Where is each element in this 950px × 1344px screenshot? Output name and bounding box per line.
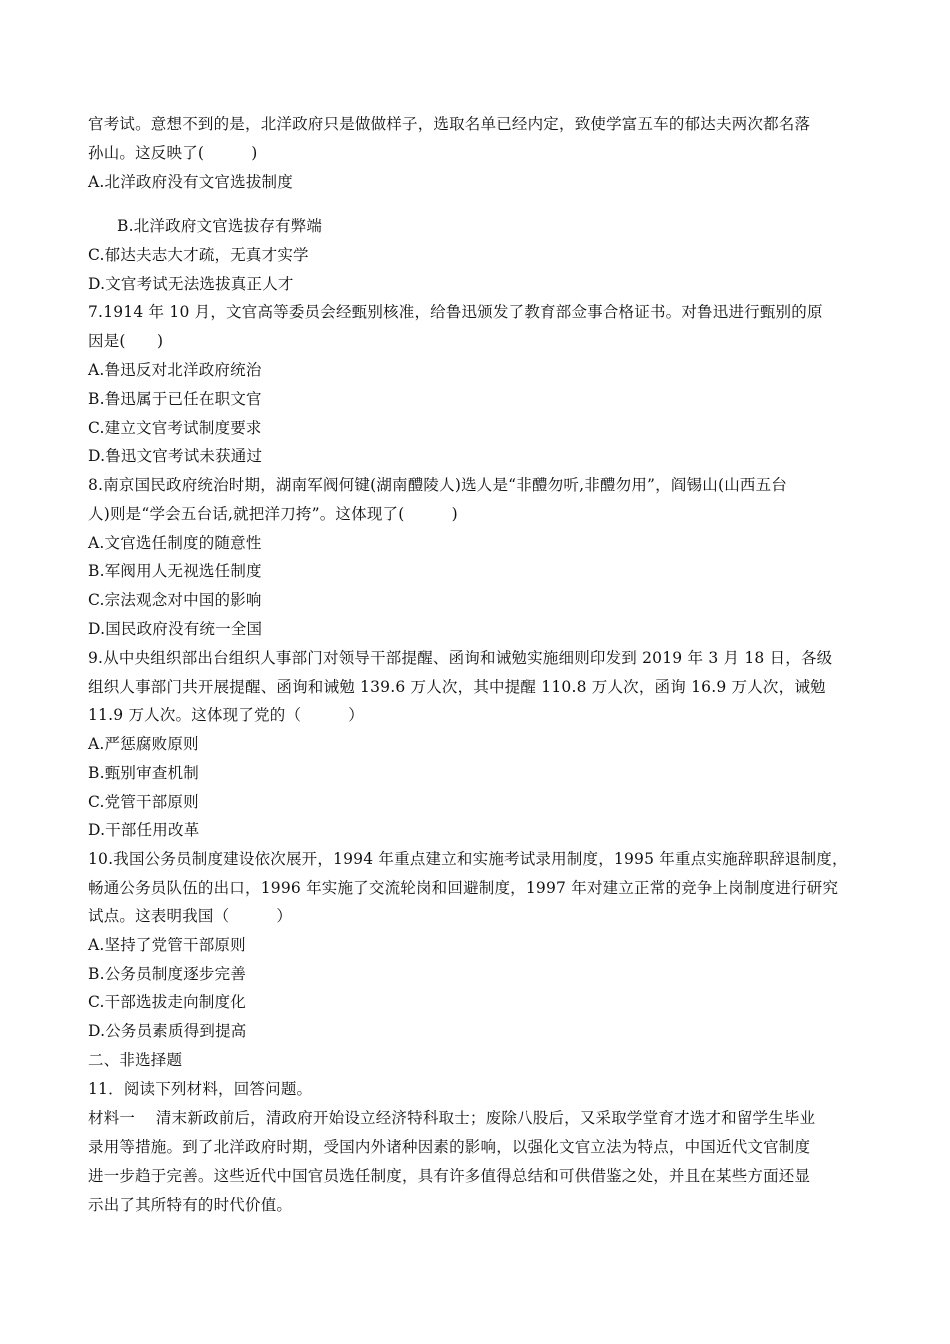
q6-stem-line-2: 孙山。这反映了( ) bbox=[88, 144, 258, 162]
q8-option-b: B.军阀用人无视选任制度 bbox=[88, 562, 262, 580]
q6-option-d: D.文官考试无法选拔真正人才 bbox=[88, 275, 294, 293]
q7-option-d: D.鲁迅文官考试未获通过 bbox=[88, 447, 263, 465]
material-1-line-2: 录用等措施。到了北洋政府时期，受国内外诸种因素的影响，以强化文官立法为特点，中国近代文官制度 bbox=[88, 1138, 811, 1156]
q6-stem-line-1: 官考试。意想不到的是，北洋政府只是做做样子，选取名单已经内定，致使学富五车的郁达夫两次都名落 bbox=[88, 115, 811, 133]
q9-option-d: D.干部任用改革 bbox=[88, 821, 200, 839]
q10-stem-line-3: 试点。这表明我国（ ） bbox=[88, 907, 293, 925]
q9-stem-line-1: 9.从中央组织部出台组织人事部门对领导干部提醒、函询和诫勉实施细则印发到 2019 年 3 月 18 日，各级 bbox=[88, 649, 833, 667]
q7-option-c: C.建立文官考试制度要求 bbox=[88, 419, 262, 437]
q6-option-c: C.郁达夫志大才疏，无真才实学 bbox=[88, 246, 309, 264]
section-heading: 二、非选择题 bbox=[88, 1051, 183, 1069]
material-1-line-1: 材料一 清末新政前后，清政府开始设立经济特科取士；废除八股后，又采取学堂育才选才和留学生毕业 bbox=[88, 1109, 816, 1127]
q7-stem-line-1: 7.1914 年 10 月，文官高等委员会经甄别核准，给鲁迅颁发了教育部佥事合格证书。对鲁迅进行甄别的原 bbox=[88, 303, 823, 321]
material-1-line-3: 进一步趋于完善。这些近代中国官员选任制度，具有许多值得总结和可供借鉴之处，并且在某些方面还显 bbox=[88, 1167, 811, 1185]
q10-option-a: A.坚持了党管干部原则 bbox=[88, 936, 246, 954]
q7-option-b: B.鲁迅属于已任在职文官 bbox=[88, 390, 262, 408]
q6-option-b: B.北洋政府文官选拔存有弊端 bbox=[117, 217, 323, 235]
q7-stem-line-2: 因是( ) bbox=[88, 332, 164, 350]
q11-stem: 11．阅读下列材料，回答问题。 bbox=[88, 1080, 313, 1098]
material-1-line-4: 示出了其所特有的时代价值。 bbox=[88, 1196, 293, 1214]
q9-option-a: A.严惩腐败原则 bbox=[88, 735, 199, 753]
q7-option-a: A.鲁迅反对北洋政府统治 bbox=[88, 361, 262, 379]
q8-option-a: A.文官选任制度的随意性 bbox=[88, 534, 262, 552]
q8-stem-line-1: 8.南京国民政府统治时期，湖南军阀何键(湖南醴陵人)选人是“非醴勿听,非醴勿用”，阎锡山(山西五台 bbox=[88, 476, 788, 494]
q10-stem-line-1: 10.我国公务员制度建设依次展开，1994 年重点建立和实施考试录用制度，1995 年重点实施辞职辞退制度， bbox=[88, 850, 848, 868]
q8-stem-line-2: 人)则是“学会五台话,就把洋刀挎”。这体现了( ) bbox=[88, 505, 458, 523]
q10-option-d: D.公务员素质得到提高 bbox=[88, 1022, 247, 1040]
q8-option-d: D.国民政府没有统一全国 bbox=[88, 620, 263, 638]
q10-option-c: C.干部选拔走向制度化 bbox=[88, 993, 246, 1011]
q9-stem-line-3: 11.9 万人次。这体现了党的（ ） bbox=[88, 706, 364, 724]
q10-stem-line-2: 畅通公务员队伍的出口，1996 年实施了交流轮岗和回避制度，1997 年对建立正常的竞争上岗制度进行研究 bbox=[88, 879, 839, 897]
q9-option-b: B.甄别审查机制 bbox=[88, 764, 199, 782]
q8-option-c: C.宗法观念对中国的影响 bbox=[88, 591, 262, 609]
q9-stem-line-2: 组织人事部门共开展提醒、函询和诫勉 139.6 万人次，其中提醒 110.8 万人次，函询 16.9 万人次，诫勉 bbox=[88, 678, 826, 696]
q6-option-a: A.北洋政府没有文官选拔制度 bbox=[88, 173, 293, 191]
q10-option-b: B.公务员制度逐步完善 bbox=[88, 965, 247, 983]
q9-option-c: C.党管干部原则 bbox=[88, 793, 199, 811]
